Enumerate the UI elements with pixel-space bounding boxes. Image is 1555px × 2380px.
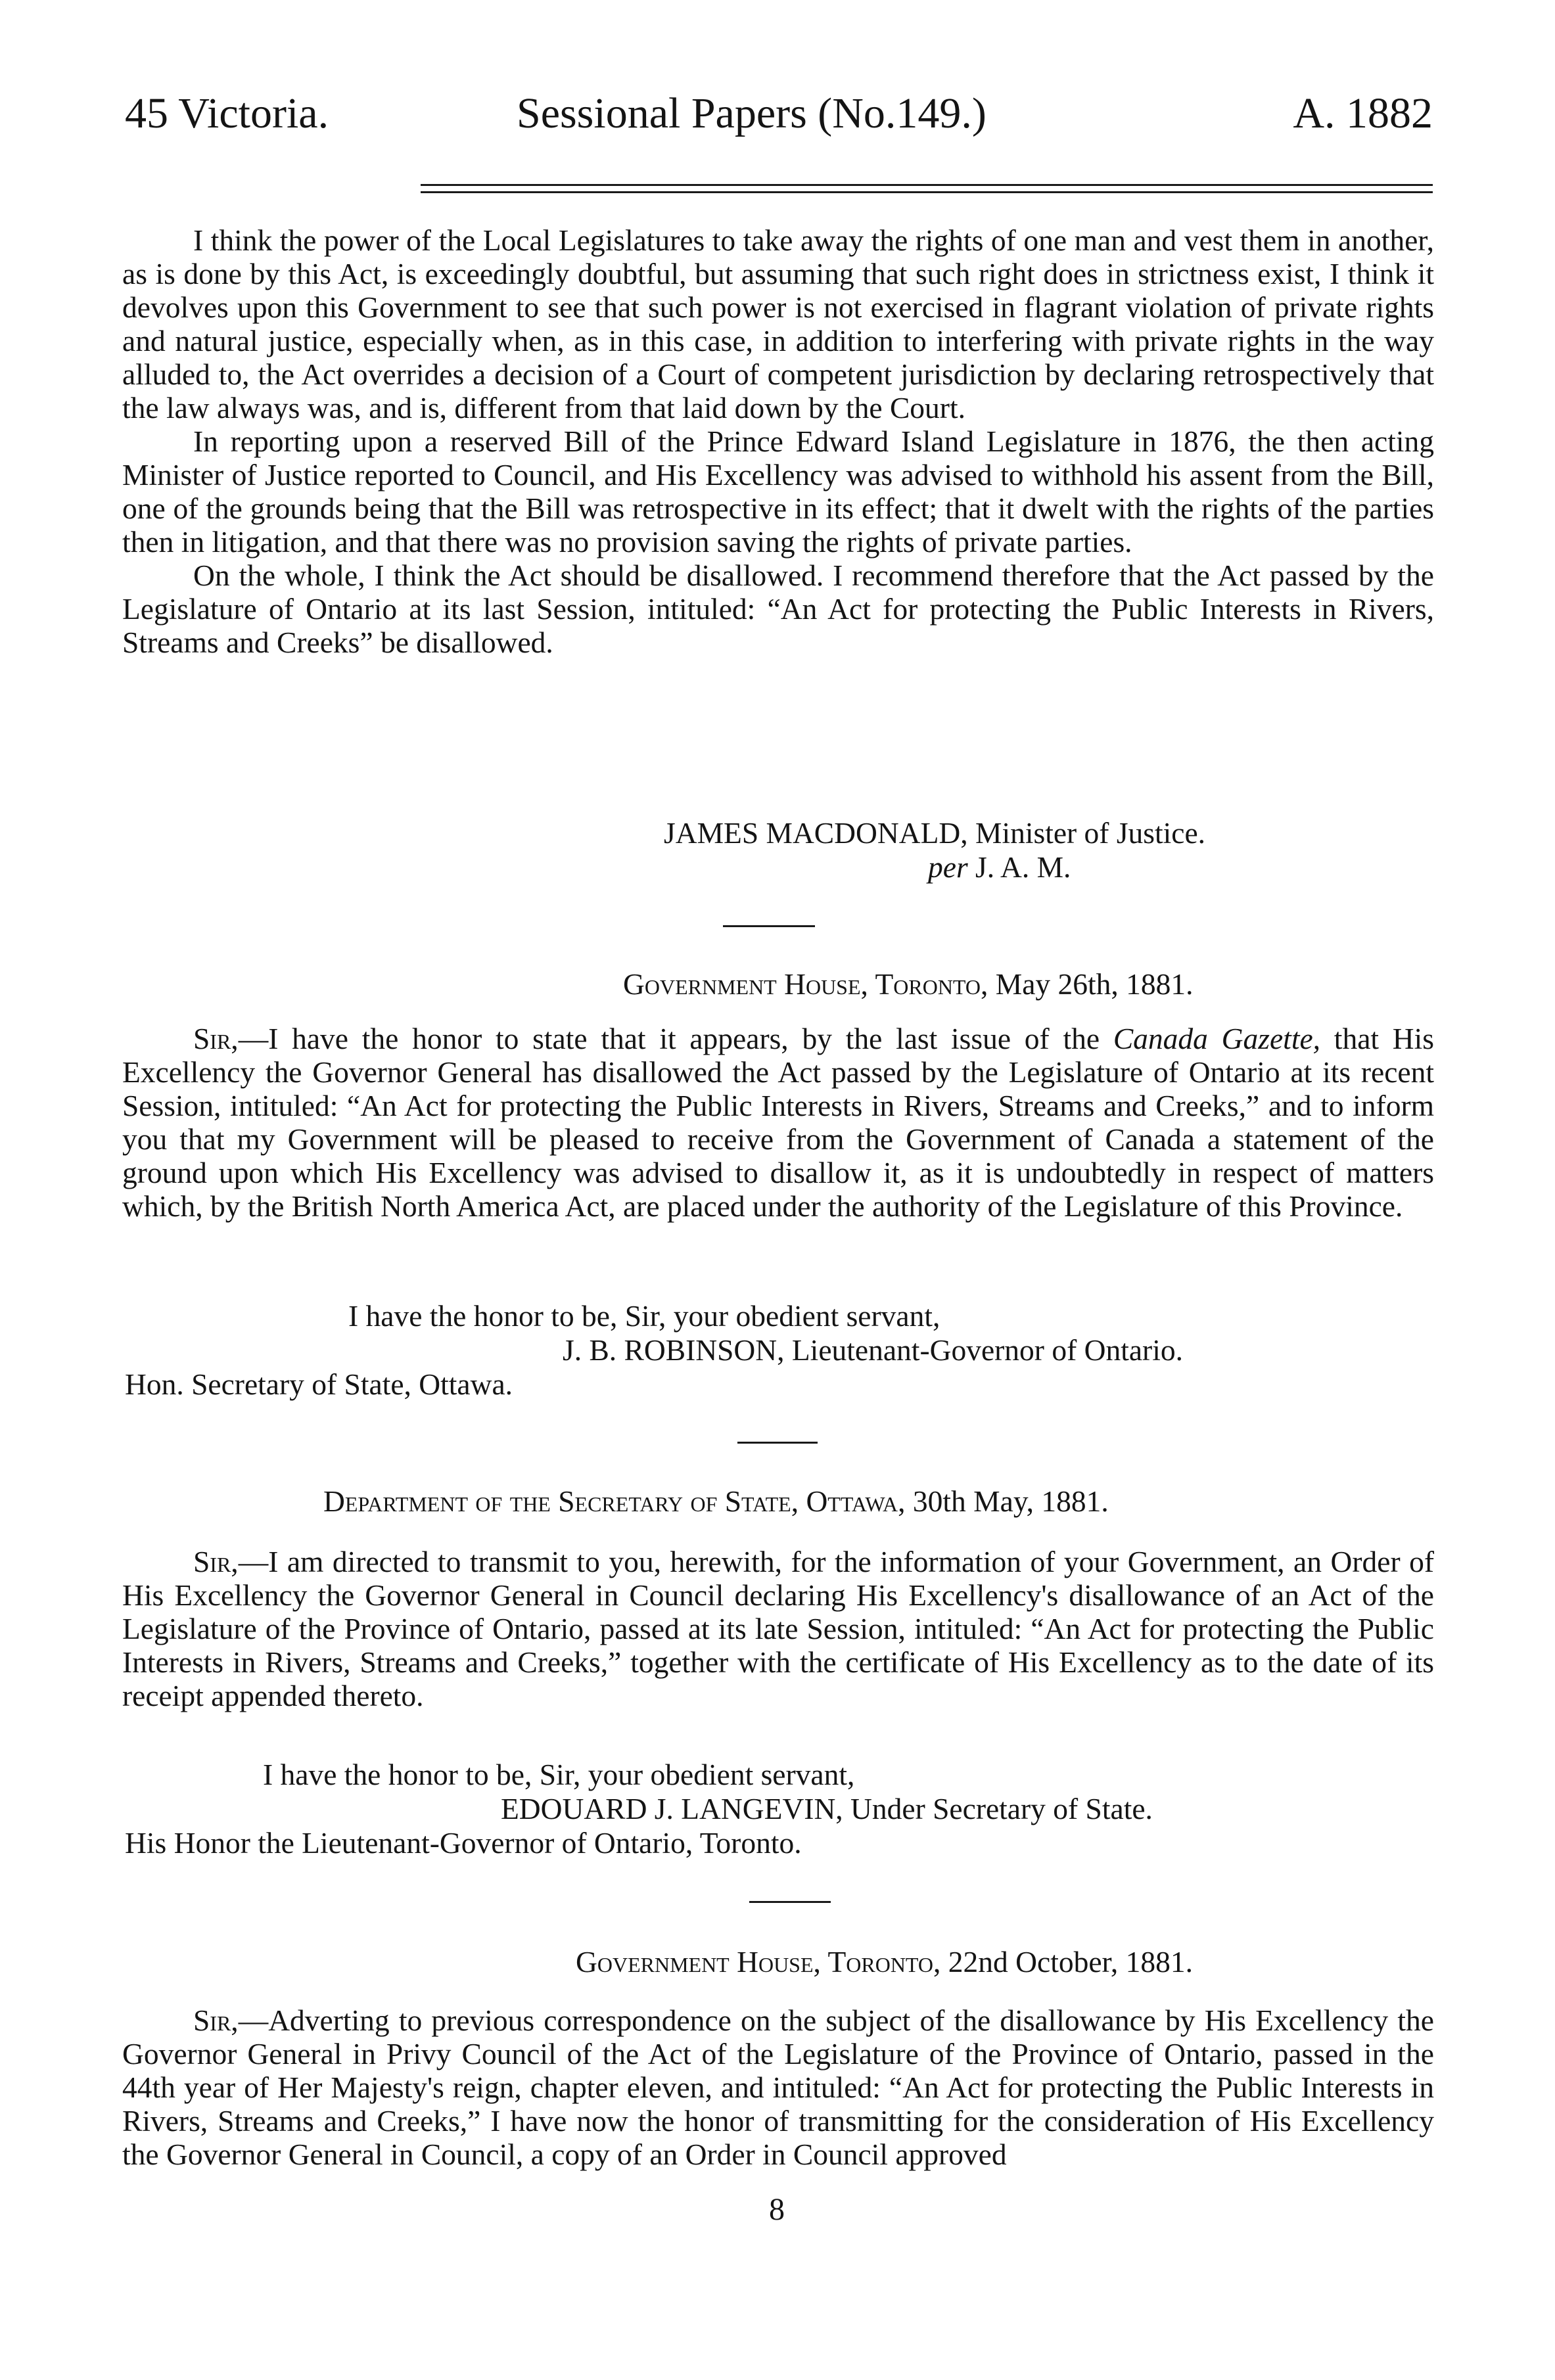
header-year: A. 1882 bbox=[1293, 89, 1433, 137]
letter3-salutation: Sir, bbox=[193, 2003, 239, 2037]
opinion-paragraph: On the whole, I think the Act should be disallowed. I recommend therefore that the Act passed by the Legislature of Ontario at its last Session, intituled: “An Act for protecting the Public Interests in Rivers, Streams and Creeks” be disallowed. bbox=[122, 559, 1434, 659]
letter2-body bbox=[122, 1545, 1434, 1712]
letter2-date: 30th May, 1881. bbox=[912, 1484, 1109, 1518]
letter2-addressee: His Honor the Lieutenant-Governor of Ontario, Toronto. bbox=[125, 1826, 802, 1860]
per-word: per bbox=[928, 850, 968, 884]
header-title: Sessional Papers (No.149.) bbox=[517, 89, 986, 137]
letter3-date: 22nd October, 1881. bbox=[948, 1945, 1193, 1979]
letter1-body bbox=[122, 1022, 1434, 1223]
letter1-addressee: Hon. Secretary of State, Ottawa. bbox=[125, 1367, 513, 1401]
section-divider bbox=[723, 925, 815, 927]
letter3-heading bbox=[576, 1945, 1193, 1979]
per-initials: J. A. M. bbox=[975, 850, 1071, 884]
letter3-place: Government House, Toronto, bbox=[576, 1945, 941, 1979]
opinion-per-line bbox=[928, 850, 1071, 884]
letter2-place: Department of the Secretary of State, Ottawa, bbox=[323, 1484, 906, 1518]
letter3-text: —Adverting to previous correspondence on the subject of the disallowance by His Excellency the Governor General in Privy Council of the Act of the Legislature of the Province of Ontario, passed in the 44th year of Her Majesty's reign, chapter eleven, and intituled: “An Act for protecting the Public Interests in Rivers, Streams and Creeks,” I have now the honor of transmitting for the consideration of His Excellency the Governor General in Council, a copy of an Order in Council approved bbox=[122, 2003, 1434, 2171]
letter3-body bbox=[122, 2003, 1434, 2171]
header-rule bbox=[421, 184, 1433, 193]
letter1-closing: I have the honor to be, Sir, your obedient servant, bbox=[348, 1299, 940, 1333]
letter2-heading bbox=[323, 1484, 1109, 1518]
letter2-text: —I am directed to transmit to you, herewith, for the information of your Government, an Order of His Excellency the Governor General in Council declaring His Excellency's disallowance of an Act of the Legislature of the Province of Ontario, passed at its late Session, intituled: “An Act for protecting the Public Interests in Rivers, Streams and Creeks,” together with the certificate of His Excellency as to the date of its receipt appended thereto. bbox=[122, 1545, 1434, 1712]
page-number: 8 bbox=[769, 2192, 785, 2227]
letter1-text-b: that His Excellency the Governor General has disallowed the Act passed by the Legislature of Ontario at its recent Session, intituled: “An Act for protecting the Public Interests in Rivers, Streams and Creeks,” and to inform you that my Government will be pleased to receive from the Government of Canada a statement of the ground upon which His Excellency was advised to disallow it, as it is undoubtedly in respect of matters which, by the British North America Act, are placed under the authority of the Legislature of this Province. bbox=[122, 1022, 1435, 1223]
letter1-gazette: Canada Gazette, bbox=[1113, 1022, 1321, 1055]
opinion-paragraph: In reporting upon a reserved Bill of the Prince Edward Island Legislature in 1876, the then acting Minister of Justice reported to Council, and His Excellency was advised to withhold his assent from the Bill, one of the grounds being that the Bill was retrospective in its effect; that it dwelt with the rights of the parties then in litigation, and that there was no provision saving the rights of private parties. bbox=[122, 424, 1434, 559]
section-divider bbox=[749, 1901, 831, 1903]
letter2-closing: I have the honor to be, Sir, your obedient servant, bbox=[263, 1758, 855, 1791]
letter2-signature: EDOUARD J. LANGEVIN, Under Secretary of State. bbox=[501, 1792, 1153, 1825]
opinion-signature: JAMES MACDONALD, Minister of Justice. bbox=[664, 816, 1206, 850]
letter1-heading bbox=[623, 967, 1194, 1001]
opinion-paragraph: I think the power of the Local Legislatures to take away the rights of one man and vest them in another, as is done by this Act, is exceedingly doubtful, but assuming that such right does in strictness exist, I think it devolves upon this Government to see that such power is not exercised in flagrant violation of private rights and natural justice, especially when, as in this case, in addition to interfering with private rights in the way alluded to, the Act overrides a decision of a Court of competent jurisdiction by declaring retrospectively that the law always was, and is, different from that laid down by the Court. bbox=[122, 223, 1434, 424]
letter1-text-a: —I have the honor to state that it appears, by the last issue of the bbox=[238, 1022, 1113, 1055]
header-session: 45 Victoria. bbox=[125, 89, 329, 137]
page-header bbox=[125, 84, 1433, 143]
letter1-place: Government House, Toronto, bbox=[623, 967, 988, 1001]
opinion-block bbox=[122, 223, 1434, 659]
letter1-signature: J. B. ROBINSON, Lieutenant-Governor of Ontario. bbox=[563, 1333, 1183, 1367]
letter1-salutation: Sir, bbox=[193, 1022, 239, 1055]
letter1-date: May 26th, 1881. bbox=[995, 967, 1194, 1001]
section-divider bbox=[737, 1442, 818, 1444]
letter2-salutation: Sir, bbox=[193, 1545, 239, 1578]
